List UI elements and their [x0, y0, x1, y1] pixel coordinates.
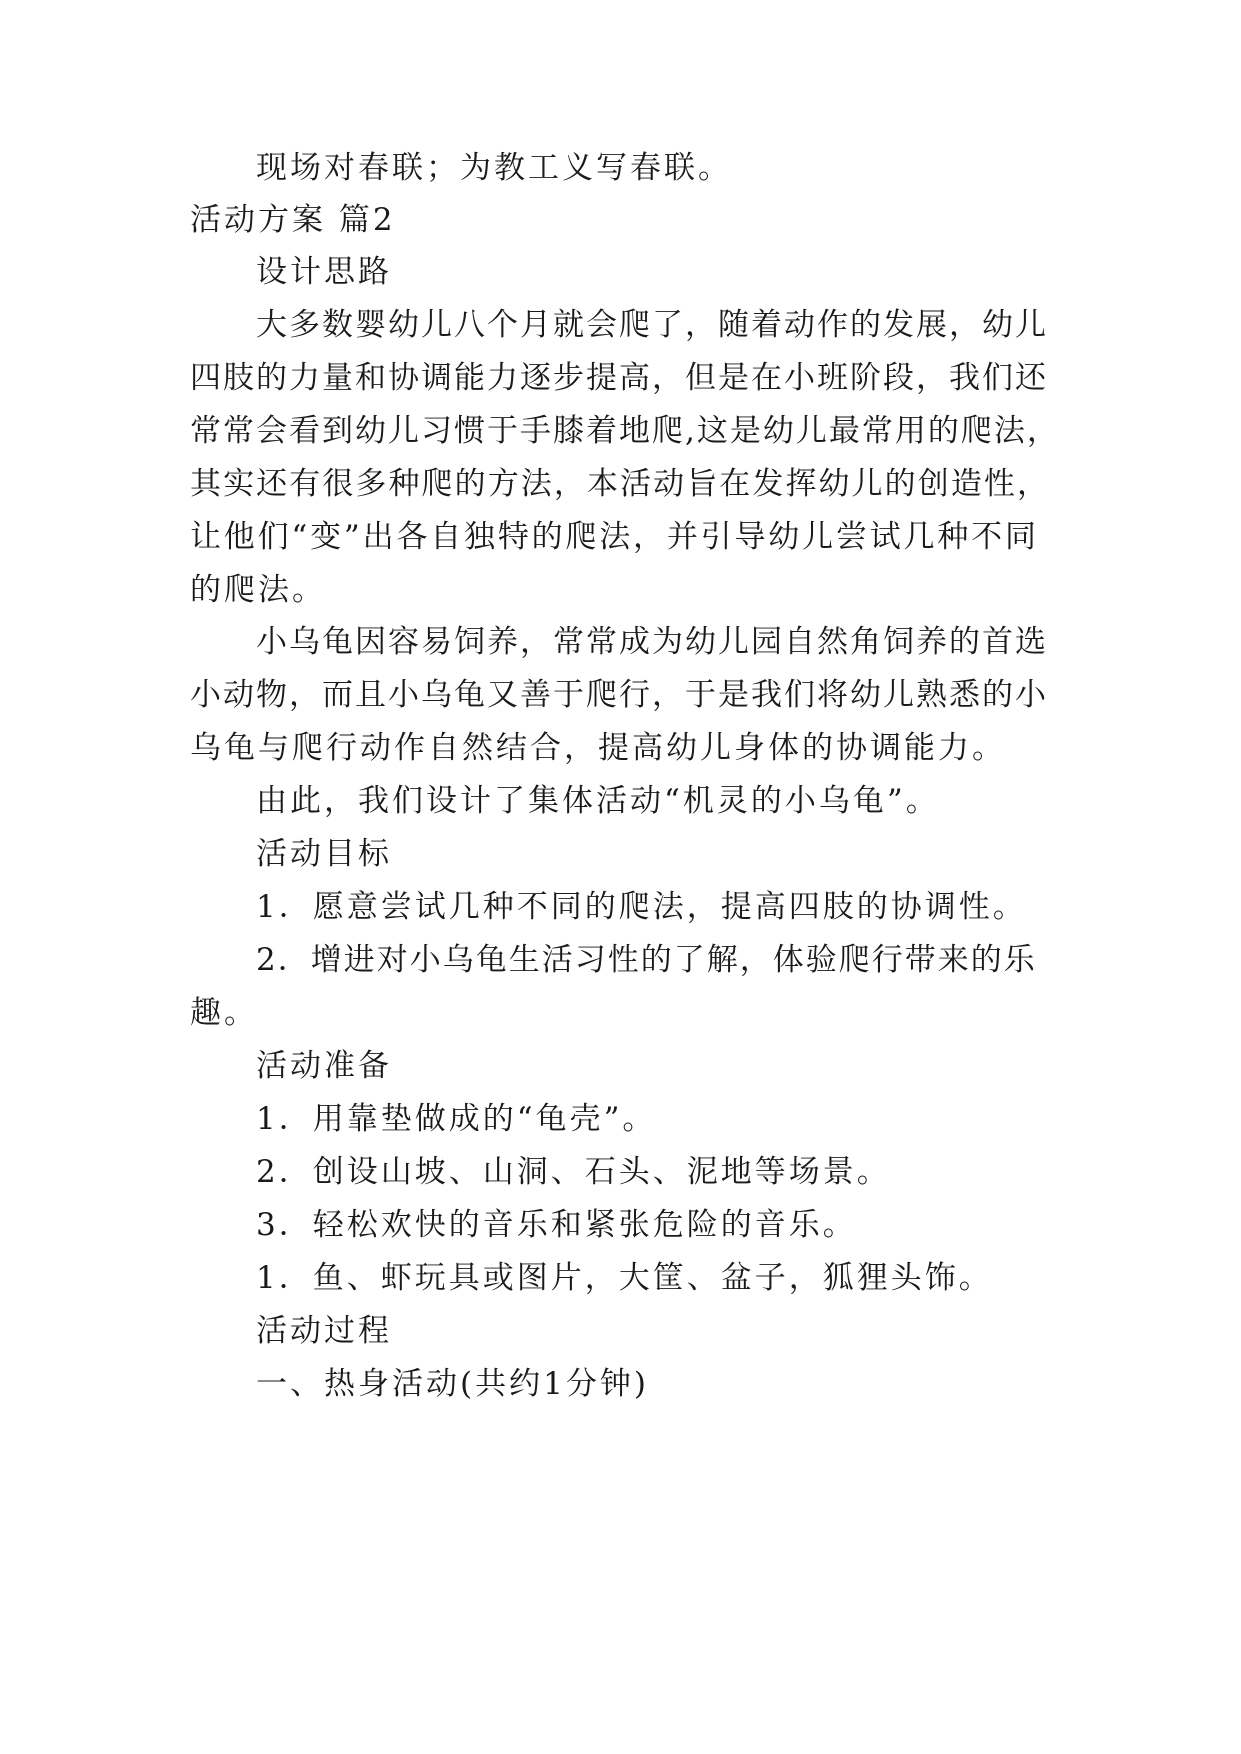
paragraph-line: 常常会看到幼儿习惯于手膝着地爬,这是幼儿最常用的爬法，	[190, 413, 1060, 449]
paragraph-line: 趣。	[190, 995, 258, 1031]
paragraph-line: 小动物，而且小乌龟又善于爬行，于是我们将幼儿熟悉的小	[190, 677, 1048, 713]
section-heading: 活动方案 篇2	[190, 202, 396, 238]
paragraph-line: 现场对春联；为教工义写春联。	[256, 150, 732, 186]
paragraph-line: 让他们“变”出各自独特的爬法，并引导幼儿尝试几种不同	[190, 519, 1038, 555]
paragraph-line: 大多数婴幼儿八个月就会爬了，随着动作的发展，幼儿	[256, 307, 1048, 343]
paragraph-line: 小乌龟因容易饲养，常常成为幼儿园自然角饲养的首选	[256, 624, 1048, 660]
list-item: 1．愿意尝试几种不同的爬法，提高四肢的协调性。	[256, 889, 1027, 925]
subheading-activity-goals: 活动目标	[256, 836, 392, 872]
subheading-activity-process: 活动过程	[256, 1313, 392, 1349]
paragraph-line: 四肢的力量和协调能力逐步提高，但是在小班阶段，我们还	[190, 360, 1048, 396]
paragraph-line: 乌龟与爬行动作自然结合，提高幼儿身体的协调能力。	[190, 730, 1006, 766]
paragraph-line: 的爬法。	[190, 572, 326, 608]
list-item: 2．增进对小乌龟生活习性的了解，体验爬行带来的乐	[256, 942, 1037, 978]
list-item: 3．轻松欢快的音乐和紧张危险的音乐。	[256, 1207, 857, 1243]
paragraph-line: 其实还有很多种爬的方法，本活动旨在发挥幼儿的创造性，	[190, 466, 1050, 502]
subheading-design-idea: 设计思路	[256, 254, 392, 290]
paragraph-line: 一、热身活动(共约1分钟)	[256, 1366, 649, 1402]
subheading-activity-prep: 活动准备	[256, 1048, 392, 1084]
list-item: 1．用靠垫做成的“龟壳”。	[256, 1101, 657, 1137]
list-item: 2．创设山坡、山洞、石头、泥地等场景。	[256, 1154, 891, 1190]
paragraph-line: 由此，我们设计了集体活动“机灵的小乌龟”。	[256, 783, 940, 819]
list-item: 1．鱼、虾玩具或图片，大筐、盆子，狐狸头饰。	[256, 1260, 993, 1296]
